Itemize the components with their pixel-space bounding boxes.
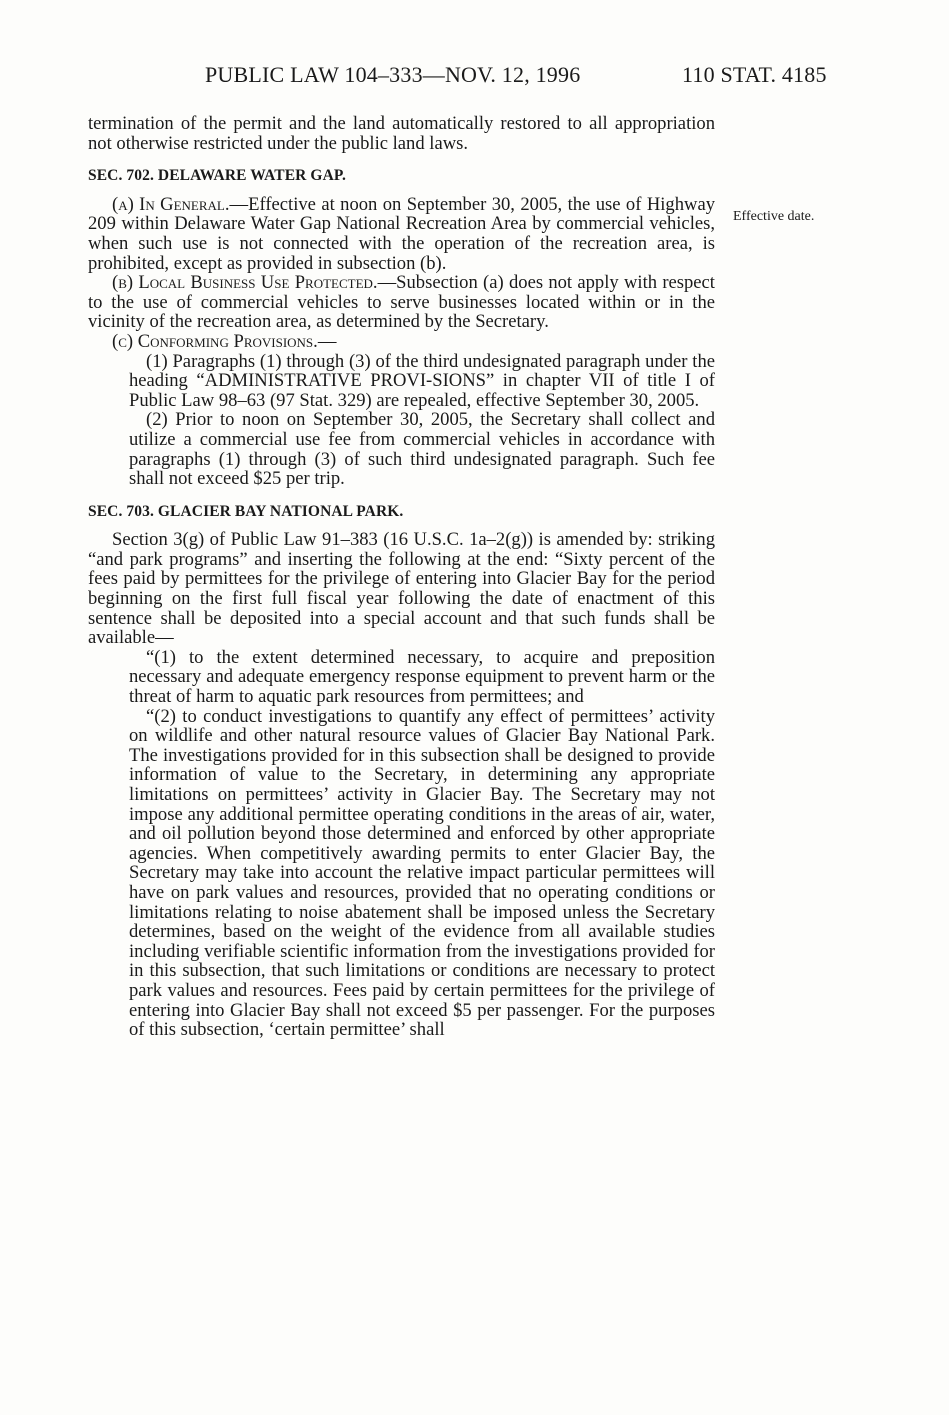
margin-note-effective-date: Effective date. (733, 209, 815, 224)
subsection-702-c-text: — (317, 330, 337, 352)
subsection-702-b-label: (b) Local Business Use Protected. (112, 272, 378, 294)
paragraph-702-c-2: (2) Prior to noon on September 30, 2005, the Secretary shall collect and utilize a commercial use fee from commercial vehicles in accordance with paragraphs (1) through (3) of such third undesignated paragraph. Such fee shall not exceed $25 per trip. (129, 409, 715, 490)
section-heading-702: SEC. 702. DELAWARE WATER GAP. (88, 167, 346, 185)
paragraph-703-2: “(2) to conduct investigations to quantify any effect of permittees’ activity on wildlife and other natural resource values of Glacier Bay National Park. The investigations provided for in this subsection shall be designed to provide information of value to the Secretary, in determining any appropriate limitations on permittees’ activity in Glacier Bay. The Secretary may not impose any additional permittee operating conditions in the areas of air, water, and oil pollution beyond those determined and enforced by other appropriate agencies. When competitively awarding permits to enter Glacier Bay, the Secretary may take into account the relative impact particular permittees will have on park values and resources, provided that no operating conditions or limitations relating to noise abatement shall be imposed unless the Secretary determines, based on the weight of the evidence from all available studies including verifiable scientific information from the investigations provided for in this subsection, that such limitations or conditions are necessary to protect park values and resources. Fees paid by certain permittees for the privilege of entering into Glacier Bay shall not exceed $5 per passenger. For the purposes of this subsection, ‘certain permittee’ shall (129, 705, 715, 1041)
section-703-intro: Section 3(g) of Public Law 91–383 (16 U.S.C. 1a–2(g)) is amended by: striking “and park programs” and inserting the following at the end: “Sixty percent of the fees paid by permittees for the privilege of entering into Glacier Bay for the period beginning on the first full fiscal year following the date of enactment of this sentence shall be deposited into a special account and that such funds shall be available— (88, 529, 715, 649)
paragraph-703-1: “(1) to the extent determined necessary, to acquire and preposition necessary and adequate emergency response equipment to prevent harm or the threat of harm to aquatic park resources from permittees; and (129, 646, 715, 708)
subsection-702-c (88, 332, 715, 352)
subsection-702-a (88, 195, 715, 273)
header-citation: PUBLIC LAW 104–333—NOV. 12, 1996 (205, 62, 581, 87)
subsection-702-c-label: (c) Conforming Provisions. (112, 330, 318, 352)
section-heading-703: SEC. 703. GLACIER BAY NATIONAL PARK. (88, 502, 404, 520)
body-text (88, 114, 715, 1040)
subsection-702-a-label: (a) In General. (112, 193, 230, 215)
subsection-702-a-text: —Effective at noon on September 30, 2005, the use of Highway 209 within Delaware Water Gap National Recreation Area by commercial vehicles, when such use is not connected with the operation of the recreation area, is prohibited, except as provided in subsection (b). (88, 193, 715, 274)
subsection-702-b-text: —Subsection (a) does not apply with respect to the use of commercial vehicles to serve businesses located within or in the vicinity of the recreation area, as determined by the Secretary. (88, 272, 715, 333)
paragraph-continuation: termination of the permit and the land automatically restored to all appropriation not otherwise restricted under the public land laws. (88, 113, 715, 154)
header-page-number: 110 STAT. 4185 (682, 62, 827, 87)
page-header (0, 62, 949, 92)
subsection-702-b (88, 273, 715, 332)
paragraph-702-c-1: (1) Paragraphs (1) through (3) of the third undesignated paragraph under the heading “ADMINISTRATIVE PROVI-SIONS” in chapter VII of title I of Public Law 98–63 (97 Stat. 329) are repealed, effective September 30, 2005. (129, 350, 715, 411)
